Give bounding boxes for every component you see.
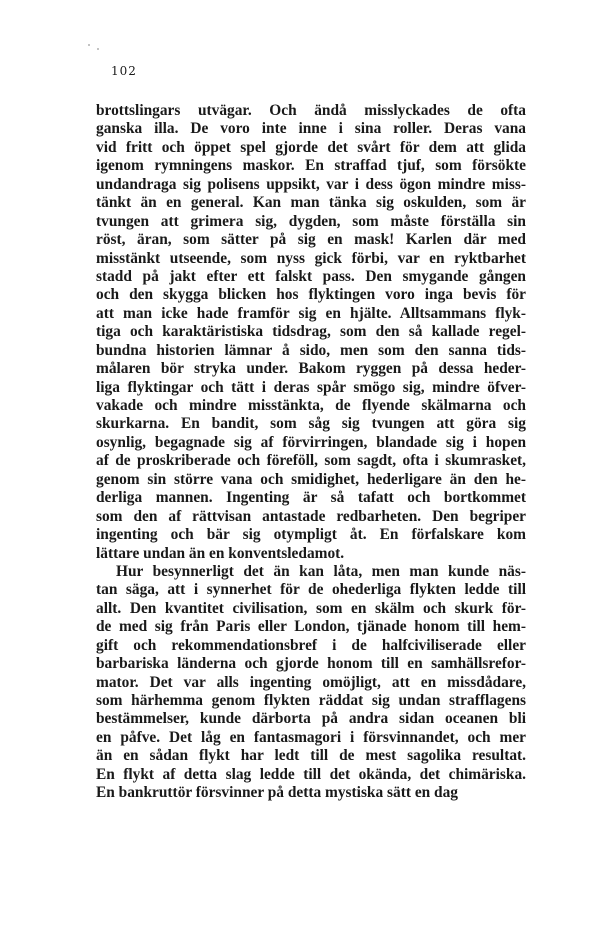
text-line: En flykt af detta slag ledde till det okända, det chimäriska. (96, 765, 526, 783)
text-line: målaren bör stryka under. Bakom ryggen på dessa heder- (96, 360, 526, 378)
text-line: undandraga sig polisens uppsikt, var i dess ögon mindre miss- (96, 175, 526, 193)
text-line: som härhemma genom flykten räddat sig undan strafflagens (96, 692, 526, 709)
text-line: liga flyktingar och tätt i deras spår smögo sig, mindre öfver- (96, 378, 526, 396)
text-line: Hur besynnerligt det än kan låta, men man kunde näs- (116, 562, 526, 580)
text-line: tiga och karaktäristiska tidsdrag, som den så kallade regel- (96, 323, 526, 341)
page-number: 102 (111, 64, 137, 78)
text-line: mator. Det var alls ingenting omöjligt, att en missdådare, (96, 673, 526, 691)
text-line: genom sin större vana och smidighet, hederligare än den he- (96, 470, 526, 488)
text-line: vakade och mindre misstänkta, de flyende skälmarna och (96, 397, 526, 414)
paper-speck (88, 44, 90, 46)
text-line: än en sådan flykt har ledt till de mest sagolika resultat. (96, 747, 526, 765)
text-line: gift och rekommendationsbref i de halfciviliserade eller (96, 636, 526, 654)
text-line: misstänkt utseende, som nyss gick förbi, var en ryktbarhet (96, 249, 526, 267)
text-line: allt. Den kvantitet civilisation, som en skälm och skurk för- (96, 599, 526, 617)
text-line: som den af rättvisan antastade redbarheten. Den begriper (96, 507, 526, 525)
text-line: stadd på jakt efter ett falskt pass. Den smygande gången (96, 267, 526, 285)
text-line: igenom rymningens maskor. En straffad tjuf, som försökte (96, 157, 526, 175)
text-line: brottslingars utvägar. Och ändå misslyckades de ofta (96, 102, 526, 119)
text-line: tvungen att grimera sig, dygden, som måste förställa sin (96, 212, 526, 230)
body-text (96, 102, 526, 803)
text-line: af de proskriberade och föreföll, som sagdt, ofta i skumrasket, (96, 452, 526, 470)
text-line: bundna historien lämnar å sido, men som den sanna tids- (96, 341, 526, 359)
text-line: barbariska länderna och gjorde honom till en samhällsrefor- (96, 655, 526, 673)
text-line: tan säga, att i synnerhet för de ohederliga flykten ledde till (96, 581, 526, 599)
paper-speck (97, 48, 99, 50)
text-line: att man icke hade framför sig en hjälte. Alltsammans flyk- (96, 304, 526, 322)
text-line: en påfve. Det låg en fantasmagori i försvinnandet, och mer (96, 728, 526, 746)
text-line: de med sig från Paris eller London, tjänade honom till hem- (96, 618, 526, 636)
text-line: röst, äran, som sätter på sig en mask! Karlen där med (96, 231, 526, 249)
text-line: derliga mannen. Ingenting är så tafatt och bortkommet (96, 489, 526, 507)
text-line: ganska illa. De voro inte inne i sina roller. Deras vana (96, 120, 526, 138)
text-line: lättare undan än en konventsledamot. (96, 544, 345, 562)
text-line: En bankruttör försvinner på detta mystiska sätt en dag (96, 784, 459, 802)
text-line: bestämmelser, kunde därborta på andra sidan oceanen bli (96, 710, 526, 728)
text-line: vid fritt och öppet spel gjorde det svårt för dem att glida (96, 138, 526, 156)
text-line: osynlig, begagnade sig af förvirringen, blandade sig i hopen (96, 433, 526, 451)
text-line: skurkarna. En bandit, som såg sig tvungen att göra sig (96, 415, 526, 433)
text-line: tänkt än en general. Kan man tänka sig oskulden, som är (96, 194, 526, 212)
text-line: ingenting och bär sig otympligt åt. En förfalskare kom (96, 526, 526, 544)
text-line: och den skygga blicken hos flyktingen voro inga bevis för (96, 286, 526, 304)
